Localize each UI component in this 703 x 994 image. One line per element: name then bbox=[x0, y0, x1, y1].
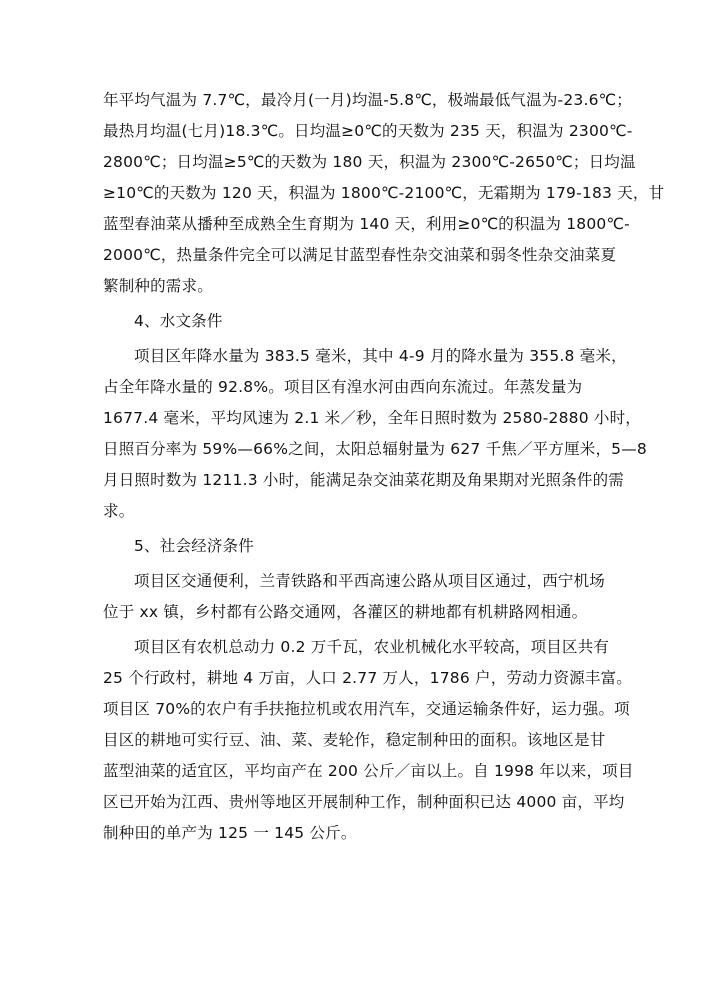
transport-line-1: 项目区交通便利，兰青铁路和平西高速公路从项目区通过，西宁机场 bbox=[134, 572, 606, 590]
socioeconomic-heading: 5、社会经济条件 bbox=[134, 537, 254, 555]
agriculture-line-1: 项目区有农机总动力 0.2 万千瓦，农业机械化水平较高，项目区共有 bbox=[134, 638, 610, 656]
climate-line-3: 2800℃；日均温≥5℃的天数为 180 天，积温为 2300℃-2650℃；日均温 bbox=[103, 153, 636, 171]
climate-line-7: 繁制种的需求。 bbox=[103, 277, 213, 295]
hydrology-line-2: 占全年降水量的 92.8%。项目区有湟水河由西向东流过。年蒸发量为 bbox=[103, 378, 583, 396]
climate-line-1: 年平均气温为 7.7℃，最冷月(一月)均温-5.8℃，极端最低气温为-23.6℃； bbox=[103, 91, 632, 109]
transport-line-2: 位于 xx 镇，乡村都有公路交通网，各灌区的耕地都有机耕路网相通。 bbox=[103, 603, 588, 621]
hydrology-line-3: 1677.4 毫米，平均风速为 2.1 米／秒，全年日照时数为 2580-2880 小时， bbox=[103, 409, 642, 427]
climate-line-2: 最热月均温(七月)18.3℃。日均温≥0℃的天数为 235 天，积温为 2300℃- bbox=[103, 122, 633, 140]
hydrology-line-4: 日照百分率为 59%—66%之间，太阳总辐射量为 627 千焦／平方厘米，5—8 bbox=[103, 440, 647, 458]
climate-line-5: 蓝型春油菜从播种至成熟全生育期为 140 天，利用≥0℃的积温为 1800℃- bbox=[103, 215, 630, 233]
agriculture-line-7: 制种田的单产为 125 一 145 公斤。 bbox=[103, 824, 357, 842]
climate-line-4: ≥10℃的天数为 120 天，积温为 1800℃-2100℃，无霜期为 179-183 天，甘 bbox=[103, 184, 665, 202]
hydrology-line-6: 求。 bbox=[103, 502, 135, 520]
agriculture-line-6: 区已开始为江西、贵州等地区开展制种工作，制种面积已达 4000 亩，平均 bbox=[103, 793, 625, 811]
hydrology-line-5: 月日照时数为 1211.3 小时，能满足杂交油菜花期及角果期对光照条件的需 bbox=[103, 471, 624, 489]
hydrology-heading: 4、水文条件 bbox=[134, 312, 223, 330]
climate-line-6: 2000℃，热量条件完全可以满足甘蓝型春性杂交油菜和弱冬性杂交油菜夏 bbox=[103, 246, 617, 264]
hydrology-line-1: 项目区年降水量为 383.5 毫米，其中 4-9 月的降水量为 355.8 毫米， bbox=[134, 347, 627, 365]
agriculture-line-3: 项目区 70%的农户有手扶拖拉机或农用汽车，交通运输条件好，运力强。项 bbox=[103, 700, 630, 718]
agriculture-line-2: 25 个行政村，耕地 4 万亩，人口 2.77 万人，1786 户，劳动力资源丰富。 bbox=[103, 669, 633, 687]
agriculture-line-5: 蓝型油菜的适宜区，平均亩产在 200 公斤／亩以上。自 1998 年以来，项目 bbox=[103, 762, 634, 780]
agriculture-line-4: 目区的耕地可实行豆、油、菜、麦轮作，稳定制种田的面积。该地区是甘 bbox=[103, 731, 606, 749]
